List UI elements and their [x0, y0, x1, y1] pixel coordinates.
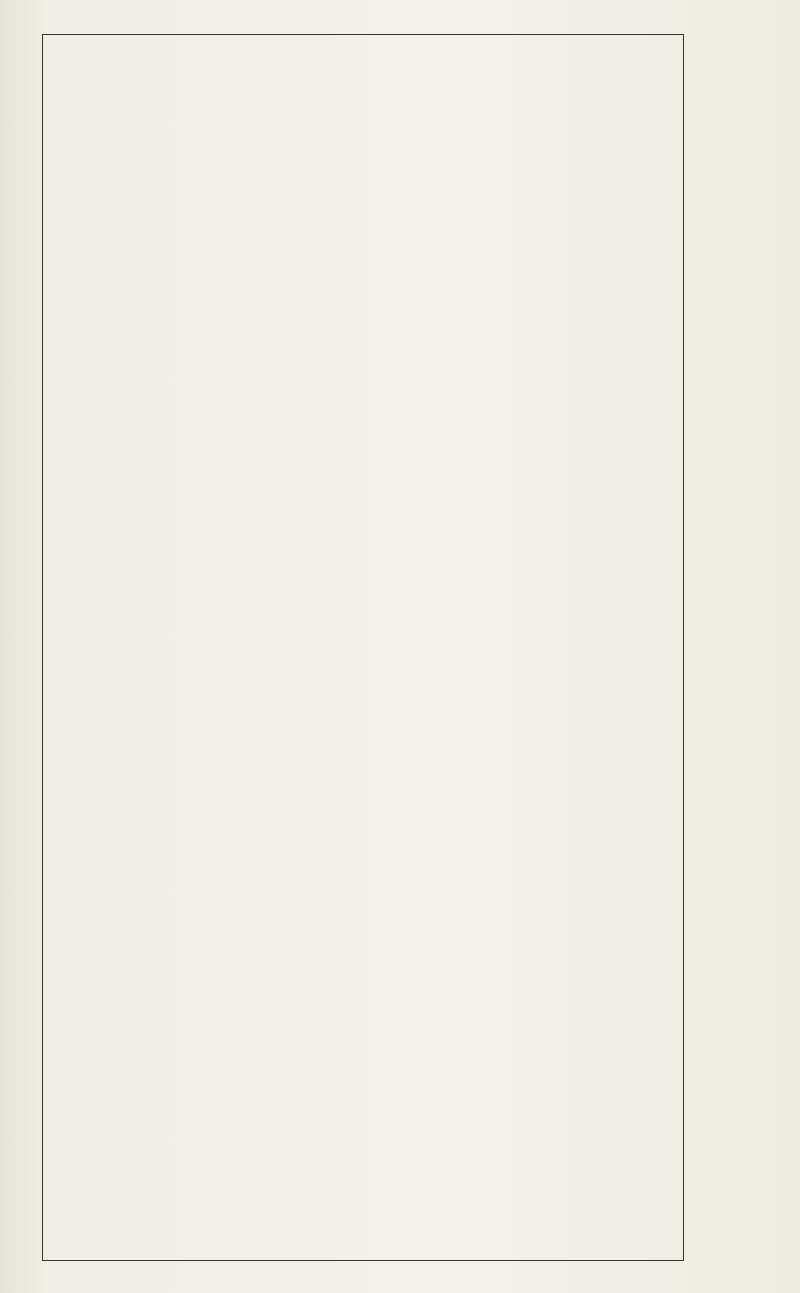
statistics-table	[42, 34, 684, 1261]
